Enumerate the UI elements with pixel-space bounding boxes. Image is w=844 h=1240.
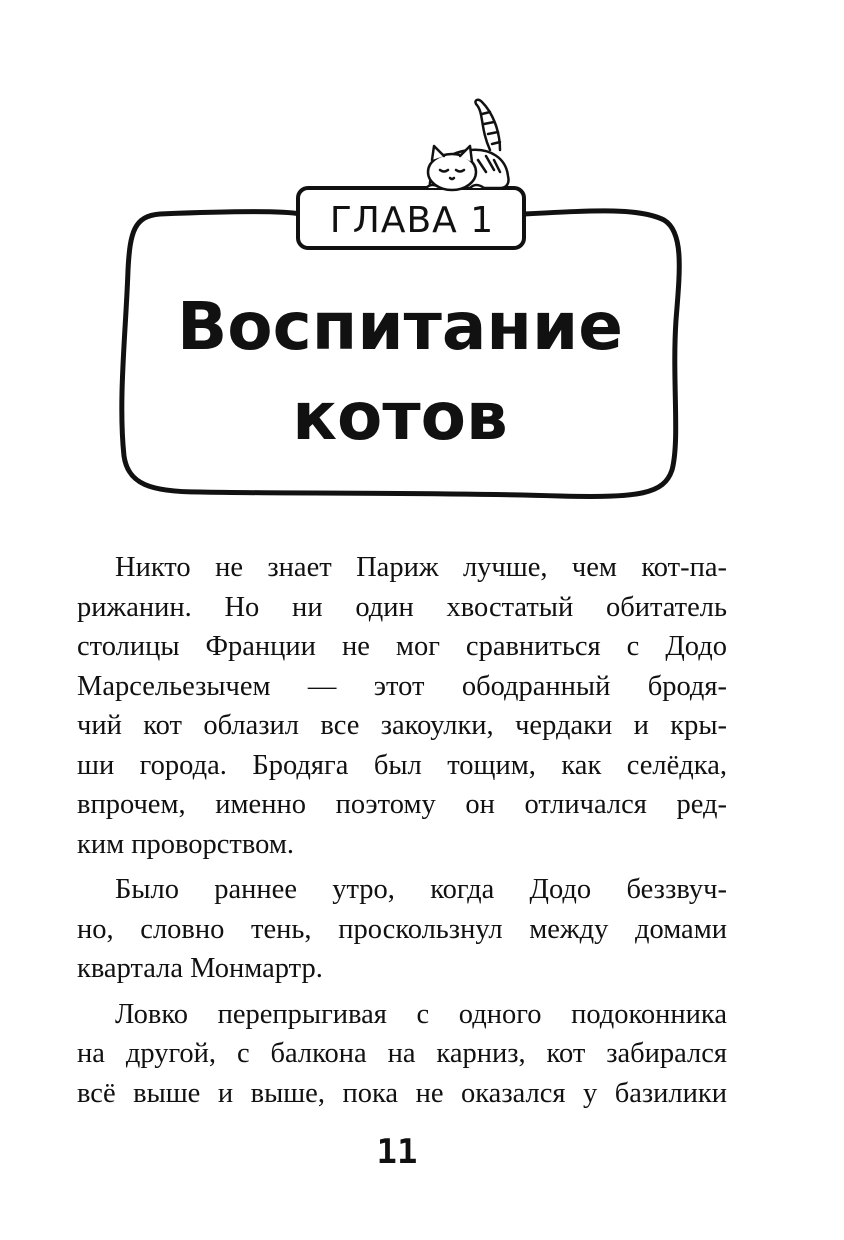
text-line: всё выше и выше, пока не оказался у базилики <box>77 1077 727 1109</box>
text-line: Никто не знает Париж лучше, чем кот-па- <box>115 552 727 583</box>
sleeping-cat-icon <box>426 100 509 190</box>
text-line: ким проворством. <box>77 828 295 860</box>
text-line: Ловко перепрыгивая с одного подоконника <box>115 998 727 1030</box>
text-line: ши города. Бродяга был тощим, как селёдка, <box>77 749 727 781</box>
paragraph-2 <box>77 870 727 989</box>
text-line: Марсельезычем — этот ободранный бродя- <box>77 670 727 702</box>
chapter-title-line-1: Воспитание <box>176 288 623 365</box>
text-line: но, словно тень, проскользнул между домами <box>77 913 727 945</box>
text-line: на другой, с балкона на карниз, кот забирался <box>77 1038 727 1069</box>
text-line: впрочем, именно поэтому он отличался ред- <box>77 789 727 820</box>
text-line: квартала Монмартр. <box>77 953 323 984</box>
paragraph-3 <box>77 995 727 1114</box>
text-line: чий кот облазил все закоулки, чердаки и кры- <box>77 710 727 741</box>
body-text <box>77 548 727 1119</box>
page-number: 11 <box>376 1132 418 1172</box>
text-line: рижанин. Но ни один хвостатый обитатель <box>77 591 727 623</box>
chapter-label: ГЛАВА 1 <box>329 199 495 241</box>
chapter-title <box>140 282 660 462</box>
text-line: Было раннее утро, когда Додо беззвуч- <box>115 874 727 905</box>
chapter-frame <box>0 0 844 560</box>
text-line: столицы Франции не мог сравниться с Додо <box>77 631 727 662</box>
chapter-title-line-2: котов <box>292 378 508 455</box>
paragraph-1 <box>77 548 727 864</box>
